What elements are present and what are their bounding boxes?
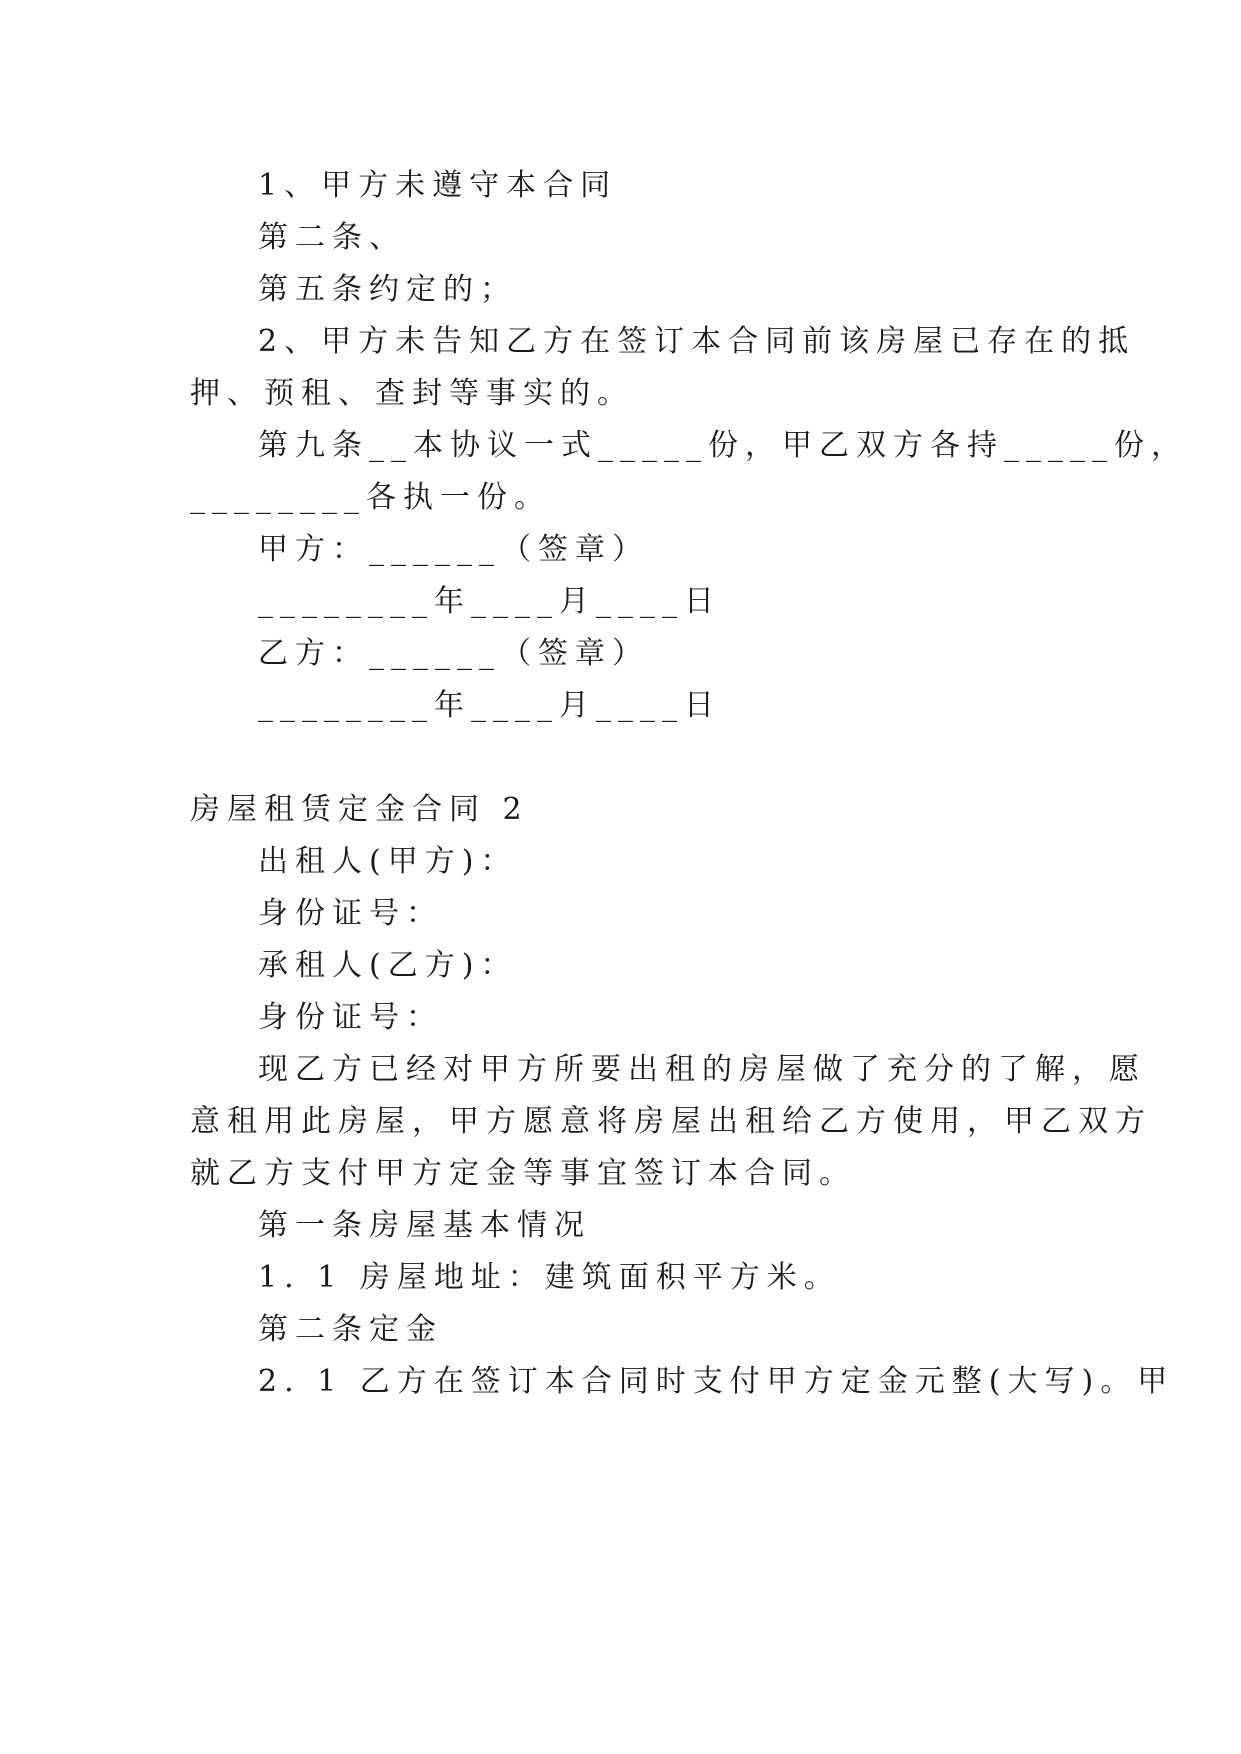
article-1-1-text: 1. 1 房屋地址：建筑面积平方米。 (258, 1260, 841, 1295)
party-b-signature: 乙方：______（签章） (258, 636, 649, 671)
lessor-label: 出租人(甲方)： (258, 844, 518, 879)
clause-2b-line-2: 押、预租、查封等事实的。 (190, 376, 634, 411)
article-2-1-text: 2. 1 乙方在签订本合同时支付甲方定金元整(大写)。甲 (258, 1364, 1175, 1399)
article-9-line-2: ________各执一份。 (190, 480, 551, 515)
clause-1-text: 1、甲方未遵守本合同 (258, 168, 618, 203)
clause-2-heading: 第二条、 (258, 220, 406, 255)
preamble-line-2: 意租用此房屋，甲方愿意将房屋出租给乙方使用，甲乙双方 (190, 1104, 1152, 1139)
party-a-date: ________年____月____日 (258, 584, 721, 619)
clause-2b-line-1: 2、甲方未告知乙方在签订本合同前该房屋已存在的抵 (258, 324, 1136, 359)
contract-title: 房屋租赁定金合同 2 (190, 792, 529, 827)
lessor-id-label: 身份证号： (258, 896, 443, 931)
party-a-signature: 甲方：______（签章） (258, 532, 649, 567)
lessee-id-label: 身份证号： (258, 1000, 443, 1035)
article-9-line-1: 第九条__本协议一式_____份，甲乙双方各持_____份， (258, 428, 1188, 463)
article-1-title: 第一条房屋基本情况 (258, 1208, 591, 1243)
preamble-line-1: 现乙方已经对甲方所要出租的房屋做了充分的了解，愿 (258, 1052, 1146, 1087)
article-2-title: 第二条定金 (258, 1312, 443, 1347)
preamble-line-3: 就乙方支付甲方定金等事宜签订本合同。 (190, 1156, 856, 1191)
clause-5-text: 第五条约定的； (258, 272, 517, 307)
party-b-date: ________年____月____日 (258, 688, 721, 723)
lessee-label: 承租人(乙方)： (258, 948, 518, 983)
